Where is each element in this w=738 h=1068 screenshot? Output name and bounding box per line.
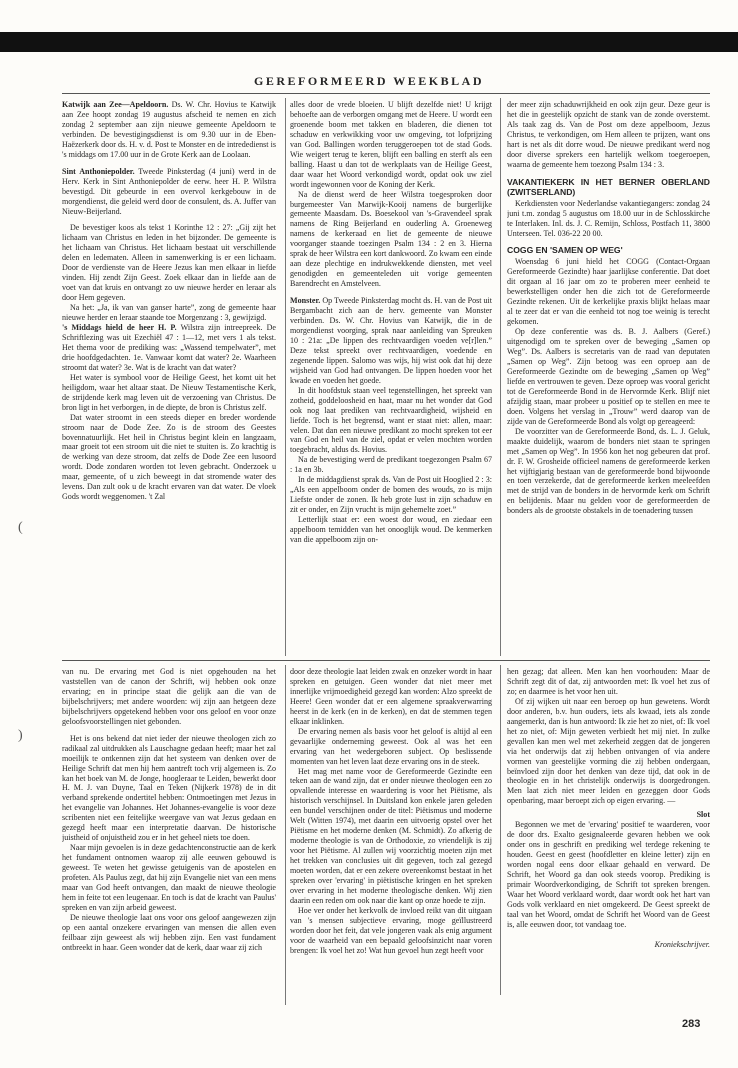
section-heading-vakantiekerk: VAKANTIEKERK IN HET BERNER OBERLAND (ZWITSERLAND) <box>507 176 710 197</box>
signature-kroniekschrijver: Kroniekschrijver. <box>654 939 710 949</box>
news-heading-katwijk: Katwijk aan Zee—Apeldoorn. <box>62 100 169 109</box>
paragraph: Begonnen we met de 'ervaring' positief te waarderen, voor de door drs. Exalto gesignaleerde gevaren hebben we ook onder ons in geschrift en prediking wel terdege rekening te houden. Geest en geest (hoofdletter en kleine letter) zijn en worden nogal eens door elkaar gehaald en verward. De Schrift, het Woord ga dan ook steeds voorop. Prediking is primair Woordverkondiging, de Schrift tot spreken brengen. Waar het Woord verklaard wordt, daar wordt ook het hart van Gods volk verklaard en niet omgekeerd. De Geest spreekt de taal van het Woord, omdat de Schrift het Woord van de Geest is, alle eeuwen door, tot vandaag toe. <box>507 820 710 929</box>
section-heading-cogg: COGG EN 'SAMEN OP WEG' <box>507 245 623 256</box>
paragraph: Na de bevestiging werd de predikant toegezongen Psalm 67 : 1a en 3b. <box>290 455 492 475</box>
column-5 <box>290 667 492 1007</box>
page-number: 283 <box>682 1018 701 1030</box>
news-text: Op Tweede Pinksterdag mocht ds. H. van de Post uit Bergambacht zich aan de herv. gemeente van Monster verbinden. Ds. W. Chr. Hovius van Katwijk, die in de morgendienst voorging, sprak naar aanleiding van Spreuken 10 : 21a: „De lippen des rechtvaardigen voeden ve[r]len.” Deze tekst spreekt over rechtvaardigen, voedende en zegenende lippen. Salomo was wijs, hij wist ook dat hij deze wijsheid van God had ontvangen. De lippen hoeden voor het kwade en voeden het goede. <box>290 296 492 385</box>
column-rule <box>500 98 501 656</box>
paragraph <box>62 323 276 373</box>
paragraph-katwijk <box>62 100 276 160</box>
top-black-bar <box>0 32 738 52</box>
paragraph: In de middagdienst sprak ds. Van de Post uit Hooglied 2 : 3: „Als een appelboom onder de bomen des wouds, zo is mijn Liefste onder de zonen. Ik heb grote lust in zijn schaduw en zit er onder, en Zijn vrucht is mijn gehemelte zoet.” <box>290 475 492 515</box>
margin-mark: ( <box>18 520 23 535</box>
paragraph: Of zij wijken uit naar een beroep op hun gewetens. Wordt door anderen, b.v. hun ouders, iets als kwaad, iets als zonde aangemerkt, dan is hun antwoord: Ik zie het zo niet, of: Ik voel het zo niet, of: Mijn geweten verbiedt het mij niet. In zulke gevallen kan men wel met zekerheid zeggen dat de jongeren via het onderwijs dat zij hebben ontvangen of via andere vormen van geestelijke vorming die zij hebben ondergaan, beïnvloed zijn door het denken van deze tijd, dat ook in de theologie en in het christelijk onderwijs is doorgedrongen. Men laat zich niet meer leiden en gezeggen door Gods openbaring, maar beroept zich op eigen ervaring. — <box>507 696 710 806</box>
section-divider-rule <box>62 660 710 661</box>
paragraph: Het is ons bekend dat niet ieder der nieuwe theologen zich zo radikaal zal uitdrukken als Lauschagne gedaan heeft; maar het zal moeilijk te ontkennen zijn dat het systeem van denken over de Heilige Schrift dat men hij hem aantreft toch vrij algemeen is. Zo kan het boek van M. de Jonge, hoogleraar te Leiden, bewerkt door H. M. J. van Duyne, Taal en Teken (Nijkerk 1978) de in dit verband sprekende ondertitel hebben: Ontmoetingen met Jezus in het evangelie van Johannes. Het Johannes-evangelie is voor deze scribenten niet een feitelijke weergave van wat Jezus gedaan en gezegd heeft maar een interpretatie daarvan. De historische juistheid of onjuistheid zou er in het geheel niets toe doen. <box>62 733 276 843</box>
column-2 <box>290 100 492 656</box>
paragraph: Hoe ver onder het kerkvolk de invloed reikt van dit uitgaan van 's mensen subjectieve ervaring, moge geïllustreerd worden door het feit, dat vele jongeren vaak als enig argument voor de waarheid van een bepaald geloofsinzicht naar voren brengen: Ik voel het zo! Wat hun gevoel hun zegt heeft voor <box>290 905 492 955</box>
paragraph: Letterlijk staat er: een woest dor woud, en ziedaar een appelboom temidden van het onooglijk woud. De kenmerken van die appelboom zijn on- <box>290 515 492 544</box>
paragraph: van nu. De ervaring met God is niet opgehouden na het vaststellen van de canon der Schrift, wij hebben ook onze ervaring; en in principe staat die gelijk aan die van de bijbelschrijvers; met andere woorden: wij zijn aan hetgeen deze bijbelschrijvers opgetekend hebben voor ons geloof en voor onze geloofsvoorstellingen niet gebonden. <box>62 667 276 726</box>
column-6 <box>507 667 710 1007</box>
slot-label: Slot <box>696 810 710 820</box>
paragraph: De ervaring nemen als basis voor het geloof is altijd al een gevaarlijke onderneming geweest. Ook al was het een ervaring van het wedergeboren subject. Op beslissende momenten van het leven laat deze ervaring ons in de steek. <box>290 726 492 766</box>
paragraph: Op deze conferentie was ds. B. J. Aalbers (Geref.) uitgenodigd om te spreken over de beweging „Samen op Weg”. Ds. Aalbers is secretaris van de raad van deputaten „Samen op Weg”. Zijn betoog was een oproep aan de Gereformeerde Gezindte om de beweging „Samen op Weg” liefde en vertrouwen te geven. Deze oproep was vooral gericht tot de Gereformeerde Bond in de Hervormde Kerk. Blijf niet afzijdig staan, maar probeer u positief op te stellen en mee te doen. Volgens het verslag in „Trouw” werd daarop van de zijde van de Gereformeerde Bond als volgt op gereageerd: <box>507 327 710 426</box>
paragraph: alles door de vrede bloeien. U blijft dezelfde niet! U krijgt behoefte aan de verborgen omgang met de Heere. U wordt een groenende boom met takken en bladeren, die dienen tot schaduw en verkwikking voor uw omgeving, tot lofprijzing van God. Ballingen worden teruggeroepen tot de stad Gods. Wie weigert terug te keren, blijft een balling en sterft als een balling. Haast u dan tot de werkplaats van de Heilige Geest, daar waar het Woord verkondigd wordt, opdat ook uw ziel wordt ingewonnen voor de Koning der Kerk. <box>290 100 492 189</box>
page-header-title: GEREFORMEERD WEEKBLAD <box>254 74 484 88</box>
paragraph: Het water is symbool voor de Heilige Geest, het komt uit het heiligdom, waar het altaar staat. De Nieuw Testamentische Kerk, de strijdende kerk mag leven uit de verzoening van Christus. De bron ligt in het verborgen, in de diepte, de bron is Christus zelf. <box>62 372 276 412</box>
news-heading-monster: Monster. <box>290 296 321 306</box>
paragraph-sint-anthoniepolder <box>62 167 276 217</box>
paragraph: der meer zijn schaduwrijkheid en ook zijn geur. Deze geur is het die in geestelijk opzicht de stank van de zonde overstemt. Als taak zag ds. Van de Post om deze appelboom, Jezus Christus, te verkondigen, om Hem alleen te prijzen, want ons hart is net als dit dorre woud. De nieuwe predikant werd nog door diverse sprekers een hartelijk welkom toegeroepen, waarna de gemeente hem toezong Psalm 134 : 3. <box>507 100 710 169</box>
paragraph: De bevestiger koos als tekst 1 Korinthe 12 : 27: „Gij zijt het lichaam van Christus en leden in het bijzonder. De gemeente is het lichaam van Christus. Het lichaam bestaat uit verschillende delen en ledematen. Alleen in samenwerking is er een lichaam. Door de verdienste van de Heere Jezus kan men elkaar in liefde vinden. Hij zendt Zijn Geest. Zoek elkaar dan in liefde aan de voet van dat kruis en ontvangt zo uw nieuwe herder en leraar als door Hem gegeven. <box>62 223 276 303</box>
paragraph: Dat water stroomt in een steeds dieper en breder wordende stroom naar de Dode Zee. Zo is de stroom des Geestes bovennatuurlijk. Het heil in Christus begint klein en langzaam, maar groeit tot een stroom uit die niet te stuiten is. Zo krachtig is de werking van deze stroom, dat zelfs de Dode Zee een lusoord wordt. Dode zondaren worden tot leven gebracht. Onderzoek u maar, gemeente, of u zich beweegt in dat stromende water des levens. Dan zult ook u de kracht ervaren van dat water. De vloek Gods wordt weggenomen. 't Zal <box>62 412 276 502</box>
column-1 <box>62 100 276 656</box>
paragraph: Na de dienst werd de heer Wilstra toegesproken door burgemeester Van Marwijk-Kooij namens de burgerlijke gemeente Maasdam. Ds. Boesekool van 's-Gravendeel sprak namens de Ring Beijerland en ouderling A. Groeneweg namens de kerkeraad en liet de gemeente de nieuwe voorganger staande toezingen Psalm 134 : 2 en 3. Hierna sprak de heer Wilstra een kort dankwoord. Zo kwam een einde aan deze plechtige en indrukwekkende diensten, met veel genodigden en gemeenteleden uit vorige gemeenten Barendrecht en Amstelveen. <box>290 189 492 289</box>
news-text: Ds. W. Chr. Hovius te Katwijk aan Zee hoopt zondag 19 augustus afscheid te nemen en zich zondag 2 september aan zijn nieuwe gemeente Apeldoorn te verbinden. De bevestigingsdienst is om 9.30 uur in de Eben-Haëzerkerk door ds. H. v. d. Post te Monster en de intrededienst is 's middags om 17.00 uur in de Grote Kerk aan de Loolaan. <box>62 100 276 159</box>
paragraph: Na het: „Ja, ik van van ganser harte”, zong de gemeente haar nieuwe herder en leraar staande toe Morgenzang : 3, gewijzigd. <box>62 303 276 323</box>
header-rule <box>62 93 710 94</box>
paragraph: Woensdag 6 juni hield het COGG (Contact-Orgaan Gereformeerde Gezindte) haar jaarlijkse conferentie. Dat doet dit orgaan al 16 jaar om zo te proberen meer eenheid te bewerkstelligen onder hen die zich tot de Gereformeerde Gezindte rekenen. Uit de kerkelijke praxis blijkt helaas maar al te zeer dat er van die eenheid tot nog toe weinig is terecht gekomen. <box>507 257 710 327</box>
news-heading-sint-anthoniepolder: Sint Anthoniepolder. <box>62 166 135 176</box>
paragraph: De nieuwe theologie laat ons voor ons geloof aangewezen zijn op een aantal onzekere ervaringen van mensen die allen even feilbaar zijn geweest als wij hebben zijn. Een vast fundament ontbreekt in haar. Geen wonder dat de kerk, daar waar zij zich <box>62 912 276 952</box>
paragraph: Het mag met name voor de Gereformeerde Gezindte een teken aan de wand zijn, dat er onder nieuwe theologen een zo opvallende interesse en waardering is voor het Piëtisme, als historisch verschijnsel. In Duitsland kon enkele jaren geleden een bundel verschijnen onder de titel: Piëtismus und moderne Welt (Witten 1974), met daarin een uitvoerig opstel over het Piëtisme en het moderne denken (M. Schmidt). Zo afkerig de moderne theologie is van de Orthodoxie, zo vriendelijk is zij voor het Piëtisme. Al zullen wij voorzichtig moeten zijn met het trekken van conclusies uit dit gegeven, toch zal gezegd moeten worden, dat er een zekere overeenkomst bestaat in het spreken over 'ervaring' in piëtistische kringen en het spreken over ervaring in het moderne theologische denken. Wij zien daarin een reden om ook naar die kant op onze hoede te zijn. <box>290 766 492 905</box>
paragraph: In dit hoofdstuk staan veel tegenstellingen, het spreekt van zotheid, goddeloosheid en haat, maar nu het wonder dat God ook nog laat prediken van rechtvaardigheid, wijsheid en liefde. Toch is het begrensd, want er staat niet: allen, maar: velen. Dat dan een nieuwe predikant zo mocht spreken tot eer van God en heil van de ziel, opdat er velen mochten worden toegebracht, aldus ds. Hovius. <box>290 385 492 455</box>
news-text: Wilstra zijn intreepreek. De Schriftlezing was uit Ezechiël 47 : 1—12, met vers 1 als tekst. Het thema voor de prediking was: „Wassend tempelwater”, met drie hoofdgedachten. 1e. Vanwaar komt dat water? 2e. Waarheen stroomt dat water? 3e. Wat is de kracht van dat water? <box>62 323 276 372</box>
news-heading-middags: 's Middags hield de heer H. P. <box>62 323 177 333</box>
column-4 <box>62 667 276 1007</box>
paragraph: door deze theologie laat leiden zwak en onzeker wordt in haar spreken en getuigen. Geen wonder dat niet meer met innerlijke vrijmoedigheid gezegd kan worden: Alzo spreekt de Heere! Geen wonder dat er een algemene spraakverwarring heerst in de kerk (en in de kerken), en dat de stemmen tegen elkaar inklinken. <box>290 667 492 726</box>
paragraph: hen gezag; dat alleen. Men kan hen voorhouden: Maar de Schrift zegt dit of dat, zij antwoorden met: Ik voel het zus of zo; en daarmee is het voor hen uit. <box>507 667 710 696</box>
margin-mark: ) <box>18 728 23 743</box>
column-rule <box>285 98 286 656</box>
column-rule <box>500 665 501 995</box>
column-3 <box>507 100 710 656</box>
column-rule <box>285 665 286 1005</box>
paragraph: De voorzitter van de Gereformeerde Bond, ds. L. J. Geluk, maakte duidelijk, waarom de bonders niet staan te springen met „Samen op Weg”. In 1956 kon het nog gebeuren dat prof. dr. F. W. Grosheide officieel namens de gereformeerde kerken het vijftigjarig bestaan van de gereformeerde bond bijwoonde en toen verzekerde, dat de gereformeerde kerken meeleefden met de strijd van de bonders in de hervormde kerk om Schrift en belijdenis. Maar nu gelden voor de gereformeerden de bonders als de grootste obstakels in de toenadering tussen <box>507 426 710 516</box>
paragraph: Naar mijn gevoelen is in deze gedachtenconstructie aan de kerk het fundament ontnomen waarop zij alle eeuwen gebouwd is geweest. Te weten het gewisse getuigenis van de apostelen en profeten. Als Paulus zegt, dat hij zijn Evangelie niet van een mens maar van God heeft ontvangen, dan maakt de nieuwe theologie hem in feite tot een leugenaar. En toch is dat de kracht van Paulus' spreken en van zijn arbeid geweest. <box>62 843 276 912</box>
news-text: Tweede Pinksterdag (4 juni) werd in de Herv. Kerk in Sint Anthoniepolder de eerw. heer H. P. Wilstra bevestigd. Dit gebeurde in een overvol kerkgebouw in de morgendienst, die geleid werd door de consulent, ds. A. Juffer van Nieuw-Beijerland. <box>62 166 276 216</box>
paragraph: Kerkdiensten voor Nederlandse vakantiegangers: zondag 24 juni t.m. zondag 5 augustus om 18.00 uur in de Schlosskirche te Interlaken. Inl. ds. J. C. Remijn, Schloss, Postfach 11, 3800 Unterseen. Tel. 036-22 20 00. <box>507 198 710 238</box>
paragraph-monster <box>290 296 492 386</box>
